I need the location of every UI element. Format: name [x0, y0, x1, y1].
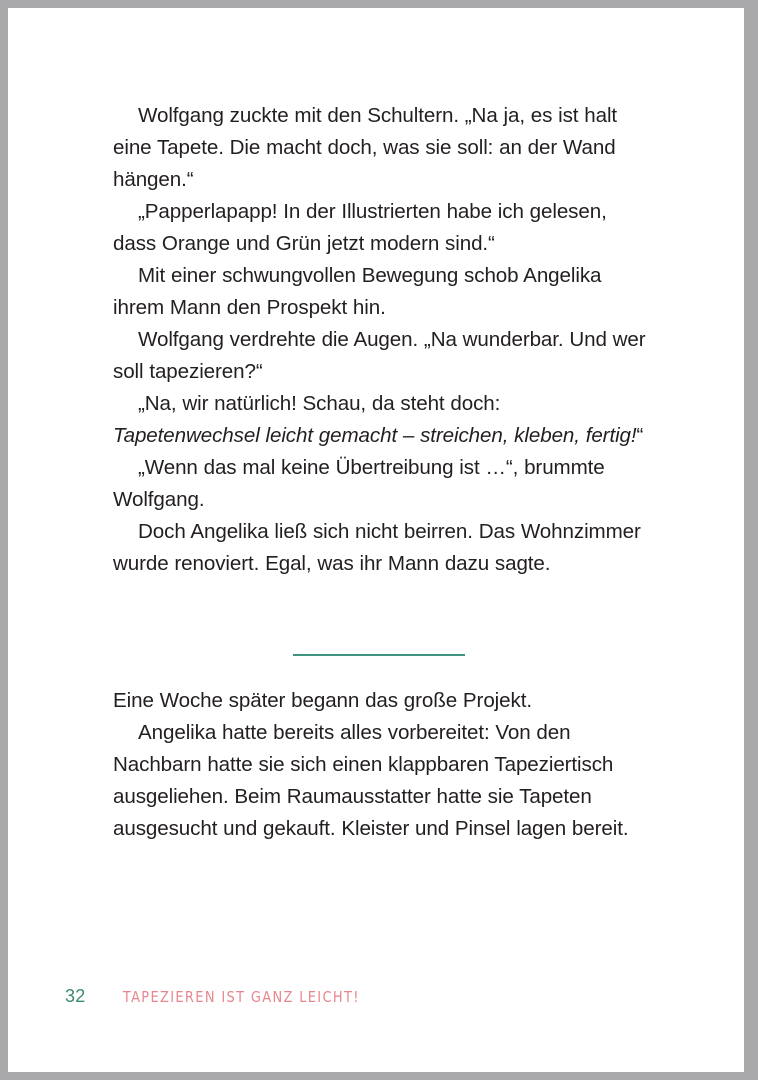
body-paragraph: Wolfgang zuckte mit den Schultern. „Na ja, es ist halt eine Tapete. Die macht doch, was sie soll: an der Wand hängen.“ [113, 104, 618, 191]
section-break [113, 618, 647, 678]
body-paragraph: „Wenn das mal keine Übertreibung ist …“, brummte Wolfgang. [113, 456, 605, 511]
running-head: TAPEZIEREN IST GANZ LEICHT! [122, 988, 360, 1006]
italic-quoted-title: Tapetenwechsel leicht gemacht – streichen, kleben, fertig! [113, 424, 637, 447]
body-paragraph: Eine Woche später begann das große Projekt. [113, 689, 532, 712]
body-text-column-lower [113, 685, 647, 845]
body-paragraph: „Na, wir natürlich! Schau, da steht doch: Tapetenwechsel leicht gemacht – streichen, kleben, fertig!“ [113, 392, 644, 447]
body-text-column-upper [113, 100, 647, 580]
body-paragraph: Mit einer schwungvollen Bewegung schob Angelika ihrem Mann den Prospekt hin. [113, 264, 602, 319]
body-paragraph: „Papperlapapp! In der Illustrierten habe ich gelesen, dass Orange und Grün jetzt modern sind.“ [113, 200, 607, 255]
body-paragraph: Doch Angelika ließ sich nicht beirren. Das Wohnzimmer wurde renoviert. Egal, was ihr Mann dazu sagte. [113, 520, 641, 575]
body-paragraph: Angelika hatte bereits alles vorbereitet: Von den Nachbarn hatte sie sich einen klappbaren Tapeziertisch ausgeliehen. Beim Raumausstatter hatte sie Tapeten ausgesucht und gekauft. Kleister und Pinsel lagen bereit. [113, 721, 629, 840]
section-break-rule [293, 654, 465, 656]
body-paragraph: Wolfgang verdrehte die Augen. „Na wunderbar. Und wer soll tapezieren?“ [113, 328, 646, 383]
book-page-sheet [8, 8, 744, 1072]
page-footer [65, 986, 369, 1007]
page-number: 32 [65, 986, 86, 1006]
